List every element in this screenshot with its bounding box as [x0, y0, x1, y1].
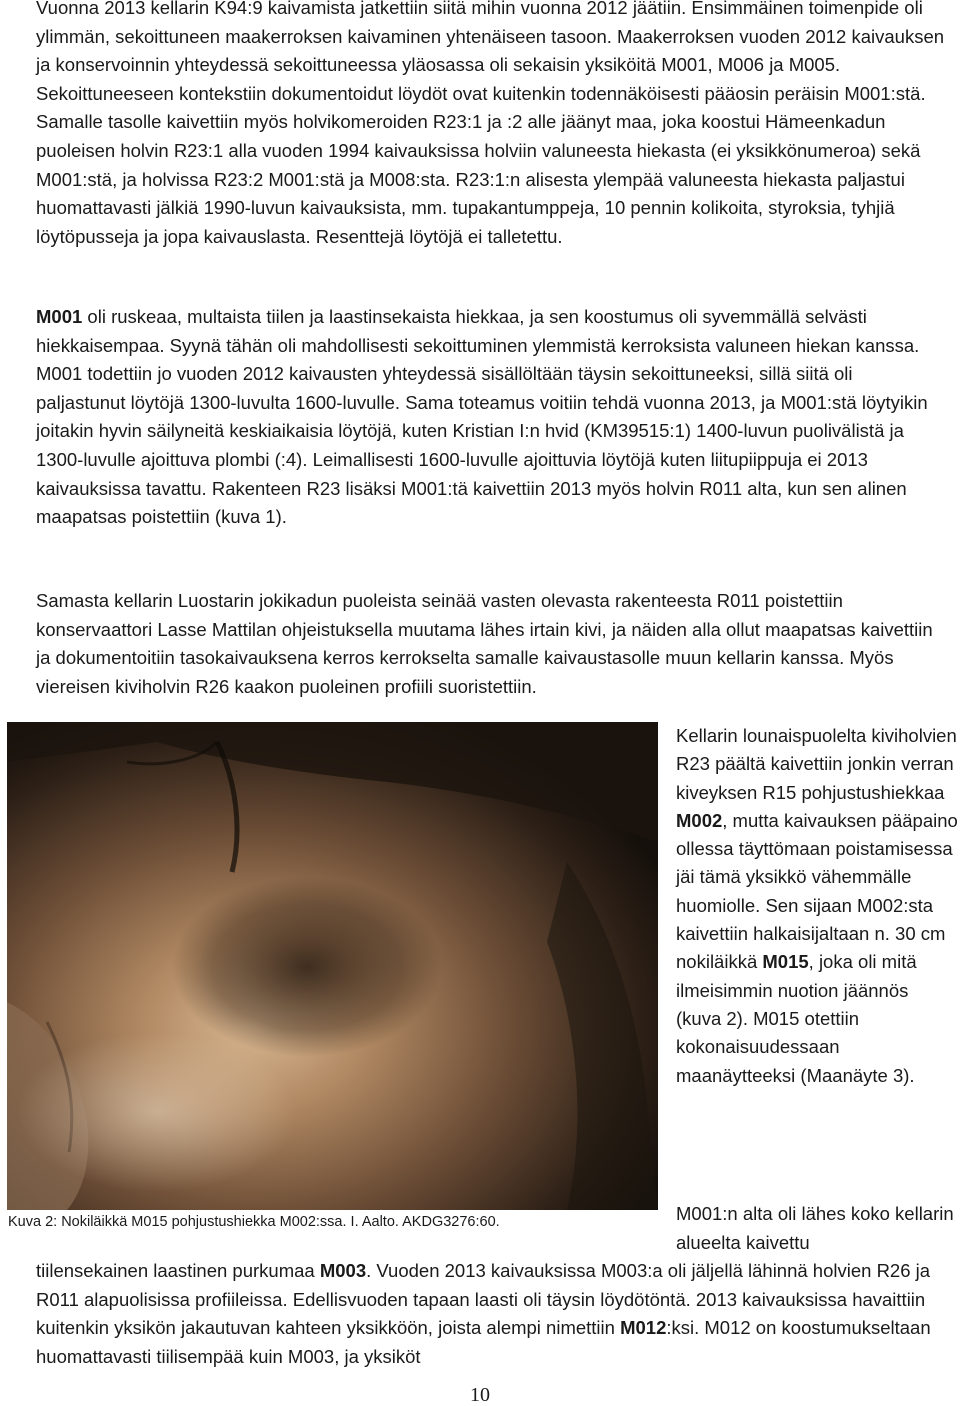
paragraph-r011-text: Samasta kellarin Luostarin jokikadun puoleista seinää vasten olevasta rakenteesta R011 poistettiin konservaattori Lasse Mattilan ohjeistuksella muutama lähes irtain kivi, ja näiden alla ollut maapatsas kaivettiin ja dokumentoitiin tasokaivauksena kerros kerrokselta samalle kaivaustasolle muun kellarin kanssa. Myös viereisen kiviholvin R26 kaakon puoleinen profiili suoristettiin. — [36, 590, 933, 697]
paragraph-m001-text: oli ruskeaa, multaista tiilen ja laastinsekaista hiekkaa, ja sen koostumus oli syvemmällä selvästi hiekkaisempaa. Syynä tähän oli mahdollisesti sekoittuminen ylemmistä kerroksista valuneen hiekan kanssa. M001 todettiin jo vuoden 2012 kaivausten yhteydessä sisällöltään täysin sekoittuneeksi, sillä siitä oli paljastunut löytöjä 1300-luvulta 1600-luvulle. Sama toteamus voitiin tehdä vuonna 2013, ja M001:stä löytyikin joitakin hyvin säilyneitä keskiaikaisia löytöjä, kuten Kristian I:n hvid (KM39515:1) 1400-luvun puolivälistä ja 1300-luvulle ajoittuva plombi (:4). Leimallisesti 1600-luvulle ajoittuvia löytöjä kuten liitupiippuja ei 2013 kaivauksissa tavattu. Rakenteen R23 lisäksi M001:tä kaivettiin 2013 myös holvin R011 alta, kun sen alinen maapatsas poistettiin (kuva 1). — [36, 306, 928, 528]
unit-label-m002: M002 — [676, 809, 723, 831]
side-text-c: , mutta kaivauksen pääpaino ollessa täyttömaan poistamisessa jäi tämä yksikkö vähemmälle huomiolle. Sen sijaan M002:sta kaivettiin halkaisijaltaan n. 30 cm nokiläikkä — [676, 809, 958, 973]
paragraph-m003-text-a: tiilensekainen laastinen purkumaa — [36, 1260, 320, 1281]
paragraph-m003 — [36, 1257, 946, 1371]
paragraph-m001 — [36, 303, 946, 532]
page-number: 10 — [470, 1384, 490, 1406]
unit-label-m003: M003 — [319, 1260, 367, 1281]
paragraph-m003-text-c: . Vuoden 2013 kaivauksissa M003:a oli jäljellä lähinnä holvien R26 ja R011 alapuolisissa profiileissa. Edellisvuoden tapaan laasti oli täysin löydötöntä. 2013 kaivauksissa havaittiin kuitenkin yksikön jakautuvan kahteen yksikköön, joista alempi nimettiin — [36, 1260, 931, 1339]
side-column-text — [676, 722, 958, 1090]
side-text-e: , joka oli mitä ilmeisimmin nuotion jäännös (kuva 2). M015 otettiin kokonaisuudessaan maanäytteeksi (Maanäyte 3). — [676, 951, 917, 1086]
figure-caption: Kuva 2: Nokiläikkä M015 pohjustushiekka M002:ssa. I. Aalto. AKDG3276:60. — [8, 1214, 500, 1230]
unit-label-m015: M015 — [762, 951, 809, 973]
unit-label-m001: M001 — [36, 306, 83, 327]
paragraph-intro — [36, 0, 946, 251]
paragraph-m003-text-e: :ksi. M012 on koostumukseltaan huomattavasti tiilisempää kuin M003, ja yksiköt — [36, 1317, 931, 1367]
paragraph-intro-text-a: Vuonna 2013 kellarin K94:9 kaivamista jatkettiin siitä mihin vuonna 2012 jäätiin. Ensimmäinen toimenpide oli ylimmän, sekoittuneen maakerroksen kaivaminen yhtenäiseen tasoon. Maakerroksen vuoden 2012 kaivauksen ja konservoinnin yhteydessä sekoittuneessa yläosassa oli sekaisin yksiköitä M001, M006 ja M005. Sekoittuneeseen kontekstiin dokumentoidut löydöt ovat kuitenkin todennäköisesti pääosin peräisin M001:stä. — [36, 0, 945, 104]
paragraph-r011 — [36, 587, 946, 701]
paragraph-intro-text-b: Samalle tasolle kaivettiin myös holvikomeroiden R23:1 ja :2 alle jäänyt maa, joka koostui Hämeenkadun puoleisen holvin R23:1 alla vuoden 1994 kaivauksissa holviin valuneesta hiekasta (ei yksikkönumeroa) sekä M001:stä, ja holvissa R23:2 M001:stä ja M008:sta. R23:1:n alisesta ylempää valuneesta hiekasta paljastui huomattavasti jälkiä 1990-luvun kaivauksista, mm. tupakantumppeja, 10 pennin kolikoita, styroksia, tyhjiä löytöpusseja ja jopa kaivauslasta. Resenttejä löytöjä ei talletettu. — [36, 111, 921, 247]
excavation-photo — [7, 722, 658, 1210]
unit-label-m012: M012 — [620, 1317, 667, 1339]
side-column-text-2: M001:n alta oli lähes koko kellarin alueelta kaivettu — [676, 1203, 954, 1253]
side-text-a: Kellarin lounaispuolelta kiviholvien R23 päältä kaivettiin jonkin verran kiveyksen R15 pohjustushiekkaa — [676, 725, 957, 803]
